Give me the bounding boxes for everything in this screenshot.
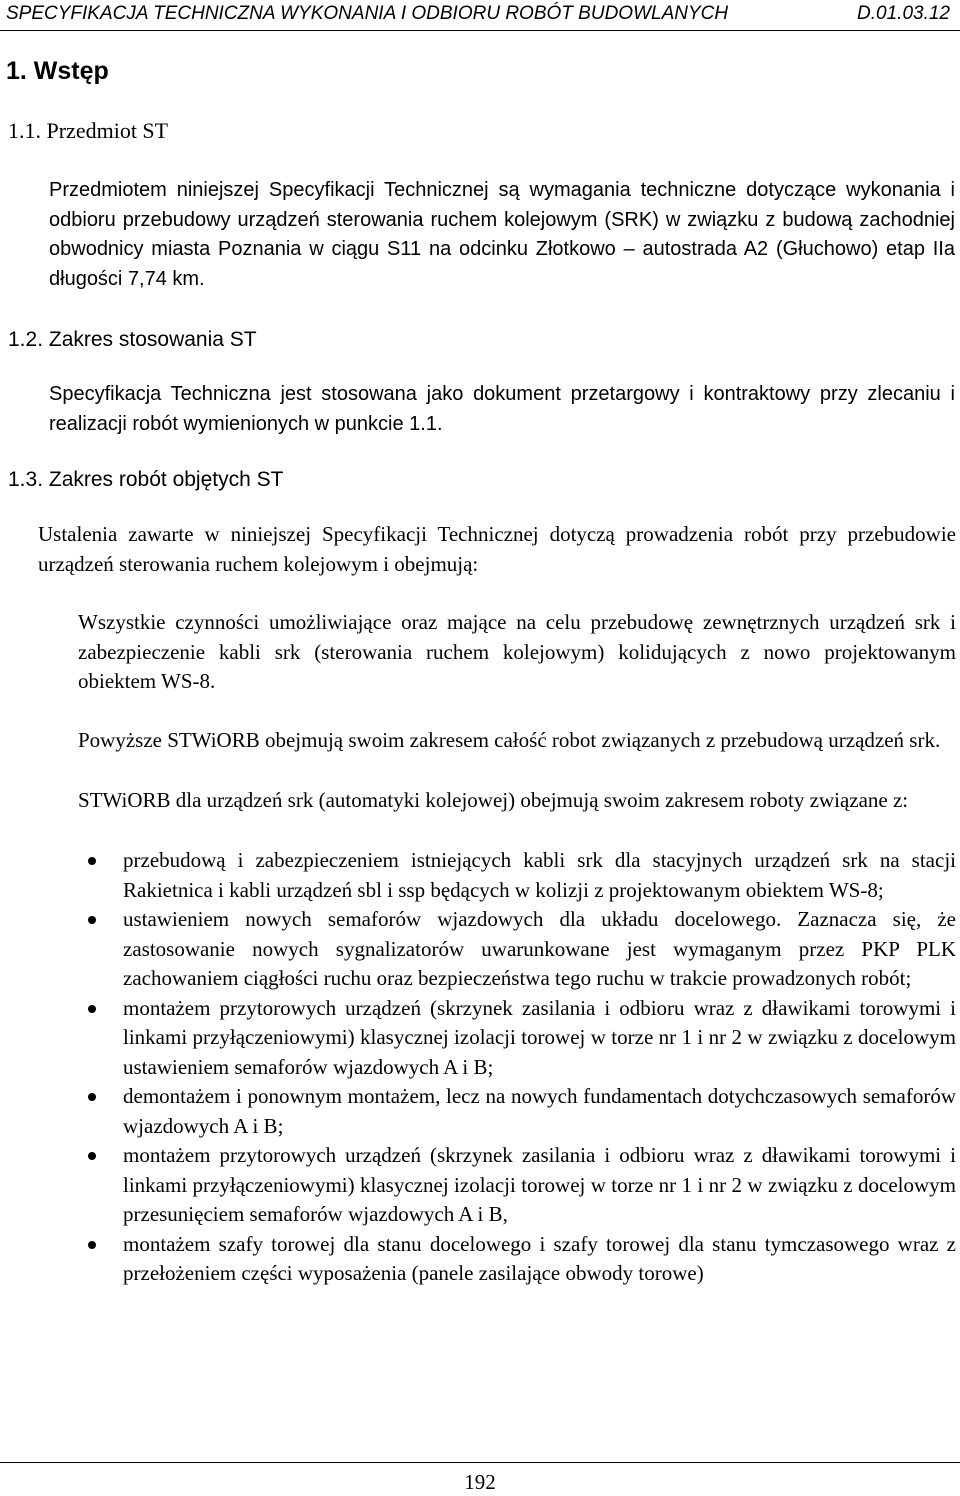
page-number: 192: [464, 1470, 496, 1494]
bullet-icon: [88, 857, 96, 865]
list-item-text: montażem przytorowych urządzeń (skrzynek zasilania i odbioru wraz z dławikami torowymi i linkami przyłączeniowymi) klasycznej izolacji torowej w torze nr 1 i nr 2 w związku z docelowym przesunięciem semaforów wjazdowych A i B,: [123, 1143, 956, 1226]
bullet-icon: [88, 1152, 96, 1160]
section-1-2-text: Specyfikacja Techniczna jest stosowana jako dokument przetargowy i kontraktowy przy zlecaniu i realizacji robót wymienionych w punkcie 1.1.: [49, 383, 955, 435]
header-document-code: D.01.03.12: [857, 3, 950, 24]
list-item-text: demontażem i ponownym montażem, lecz na nowych fundamentach dotychczasowych semaforów wjazdowych A i B;: [123, 1084, 956, 1138]
section-1-3-scope: Wszystkie czynności umożliwiające oraz mające na celu przebudowę zewnętrznych urządzeń srk i zabezpieczenie kabli srk (sterowania ruchem kolejowym) kolidujących z nowo projektowanym obiektem WS-8.: [78, 610, 956, 693]
list-item: [78, 1141, 956, 1230]
footer-divider: [0, 1462, 960, 1463]
chapter-heading: 1. Wstęp: [6, 57, 109, 85]
section-1-2-heading: 1.2. Zakres stosowania ST: [8, 328, 257, 351]
header-title: SPECYFIKACJA TECHNICZNA WYKONANIA I ODBIORU ROBÓT BUDOWLANYCH: [6, 3, 729, 24]
list-item-text: ustawieniem nowych semaforów wjazdowych dla układu docelowego. Zaznacza się, że zastosowanie nowych sygnalizatorów uwarunkowane jest wymaganym przez PKP PLK zachowaniem ciągłości ruchu oraz bezpieczeństwa tego ruchu w trakcie prowadzonych robót;: [123, 907, 956, 990]
list-item: [78, 1230, 956, 1289]
list-item-text: przebudową i zabezpieczeniem istniejących kabli srk dla stacyjnych urządzeń srk na stacji Rakietnica i kabli urządzeń sbl i ssp będących w kolizji z projektowanym obiektem WS-8;: [123, 848, 956, 902]
section-1-1-heading: 1.1. Przedmiot ST: [8, 118, 169, 143]
section-1-3-note-2: STWiORB dla urządzeń srk (automatyki kolejowej) obejmują swoim zakresem roboty związane z:: [78, 788, 909, 812]
list-item: [78, 994, 956, 1083]
bullet-icon: [88, 1005, 96, 1013]
section-1-3-note-1: Powyższe STWiORB obejmują swoim zakresem całość robot związanych z przebudową urządzeń srk.: [78, 728, 941, 752]
bullet-icon: [88, 1241, 96, 1249]
list-item: [78, 905, 956, 994]
list-item-text: montażem przytorowych urządzeń (skrzynek zasilania i odbioru wraz z dławikami torowymi i linkami przyłączeniowymi) klasycznej izolacji torowej w torze nr 1 i nr 2 w związku z docelowym ustawieniem semaforów wjazdowych A i B;: [123, 995, 956, 1079]
section-1-1-text: Przedmiotem niniejszej Specyfikacji Technicznej są wymagania techniczne dotyczące wykonania i odbioru przebudowy urządzeń sterowania ruchem kolejowym (SRK) w związku z budową zachodniej obwodnicy miasta Poznania w ciągu S11 na odcinku Złotkowo – autostrada A2 (Głuchowo) etap IIa długości 7,74 km.: [49, 179, 955, 290]
page-header: [0, 2, 960, 31]
scope-bullet-list: [78, 846, 956, 1289]
bullet-icon: [88, 1093, 96, 1101]
section-1-3-heading: 1.3. Zakres robót objętych ST: [8, 468, 284, 491]
list-item: [78, 1082, 956, 1141]
list-item-text: montażem szafy torowej dla stanu docelowego i szafy torowej dla stanu tymczasowego wraz z przełożeniem części wyposażenia (panele zasilające obwody torowe): [123, 1231, 956, 1285]
bullet-icon: [88, 916, 96, 924]
section-1-3-intro: Ustalenia zawarte w niniejszej Specyfikacji Technicznej dotyczą prowadzenia robót przy przebudowie urządzeń sterowania ruchem kolejowym i obejmują:: [38, 522, 956, 576]
list-item: [78, 846, 956, 905]
